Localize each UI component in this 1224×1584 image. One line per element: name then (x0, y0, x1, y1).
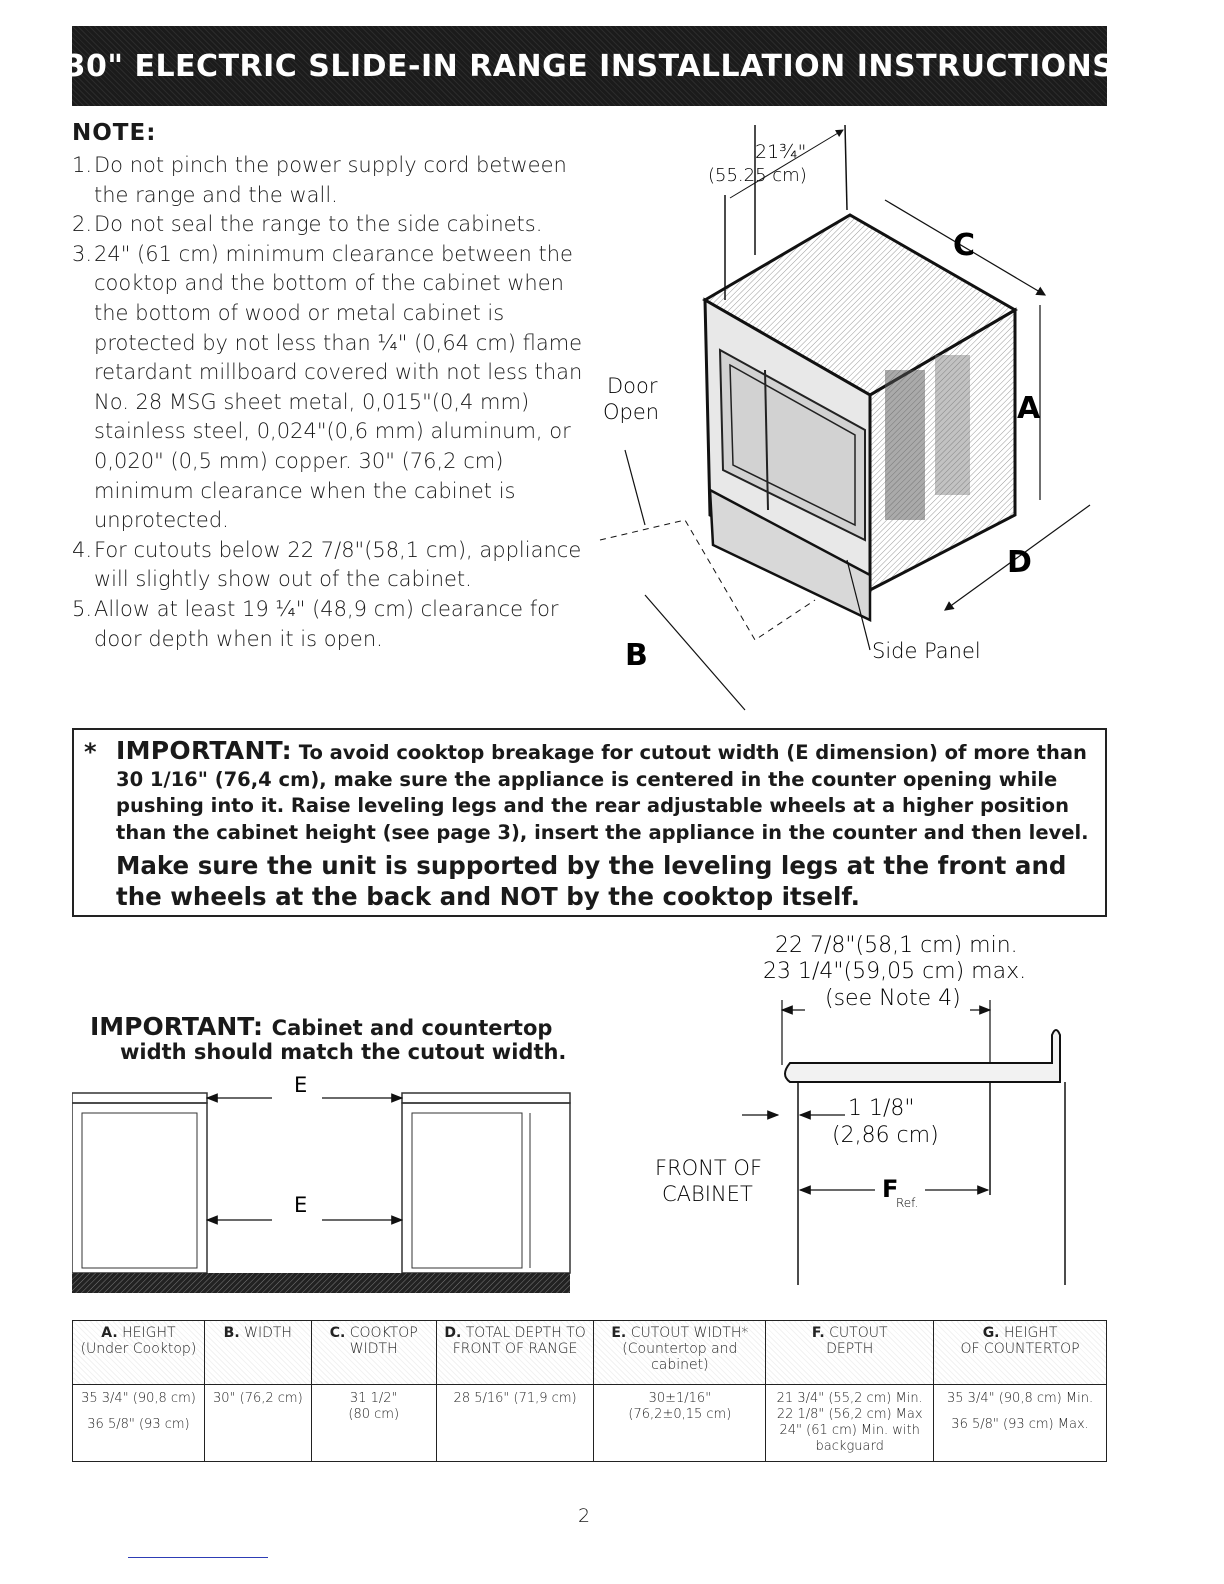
overhang-cm: (2,86 cm) (832, 1123, 939, 1148)
cabinet-important-heading: IMPORTANT: Cabinet and countertop (90, 1012, 553, 1041)
dimension-55-25-cm: (55.25 cm) (708, 165, 807, 186)
table-row (73, 1385, 1107, 1462)
label-b: B (625, 638, 648, 673)
cabinet-cutout-diagram (72, 1070, 572, 1305)
cell-b: 30" (76,2 cm) (204, 1385, 311, 1462)
dim-line2: 23 1/4"(59,05 cm) max. (763, 959, 1027, 984)
label-e-bottom: E (294, 1193, 308, 1217)
label-d: D (1007, 545, 1032, 580)
door-open-label-line2: Open (603, 400, 660, 424)
label-f: F (882, 1175, 899, 1203)
dim-line3: (see Note 4) (825, 986, 961, 1011)
note-heading: NOTE: (72, 120, 157, 146)
page-banner (64, 26, 1115, 106)
important-warning-box (72, 728, 1107, 917)
header-e: E. CUTOUT WIDTH* (Countertop and cabinet) (594, 1321, 766, 1385)
important-heading: IMPORTANT: (116, 736, 292, 765)
front-of-cabinet-line1: FRONT OF (655, 1156, 763, 1180)
countertop-profile-diagram (620, 925, 1090, 1290)
cell-a: 35 3/4" (90,8 cm) 36 5/8" (93 cm) (73, 1385, 205, 1462)
label-a: A (1017, 391, 1041, 426)
label-e-top: E (294, 1073, 308, 1097)
note-item: 5. Allow at least 19 ¼" (48,9 cm) clearance for door depth when it is open. (72, 596, 559, 651)
label-c: C (953, 228, 976, 263)
dimensions-table (72, 1320, 1107, 1462)
important-text: To avoid cooktop breakage for cutout width (E dimension) of more than 30 1/16" (76,4 cm), make sure the appliance is centered in the counter opening while pushing into it. Raise leveling legs and the rear adjustable wheels at a higher position than the cabinet height (see page 3), insert the appliance in the counter and then level. (116, 741, 1089, 844)
cell-c: 31 1/2" (80 cm) (311, 1385, 436, 1462)
header-d: D. TOTAL DEPTH TO FRONT OF RANGE (436, 1321, 594, 1385)
side-panel-label: Side Panel (872, 639, 981, 663)
note-item: 4. For cutouts below 22 7/8"(58,1 cm), appliance will slightly show out of the cabinet. (72, 537, 582, 592)
door-open-label-line1: Door (607, 374, 658, 398)
page-number: 2 (578, 1505, 591, 1527)
label-f-ref: Ref. (896, 1196, 919, 1210)
header-f: F. CUTOUT DEPTH (766, 1321, 934, 1385)
header-a: A. HEIGHT (Under Cooktop) (73, 1321, 205, 1385)
important-emphasis: Make sure the unit is supported by the leveling legs at the front and the wheels at the back and NOT by the cooktop itself. (116, 851, 1067, 911)
cell-f: 21 3/4" (55,2 cm) Min. 22 1/8" (56,2 cm) Max 24" (61 cm) Min. with backguard (766, 1385, 934, 1462)
dim-line1: 22 7/8"(58,1 cm) min. (775, 933, 1018, 958)
asterisk: * (84, 738, 97, 766)
table-header-row (73, 1321, 1107, 1385)
footer-rule (128, 1557, 268, 1558)
header-b: B. WIDTH (204, 1321, 311, 1385)
header-c: C. COOKTOP WIDTH (311, 1321, 436, 1385)
cell-d: 28 5/16" (71,9 cm) (436, 1385, 594, 1462)
page-title: 30" ELECTRIC SLIDE-IN RANGE INSTALLATION INSTRUCTIONS (64, 48, 1115, 84)
cell-e: 30±1/16" (76,2±0,15 cm) (594, 1385, 766, 1462)
cabinet-important-subtext: width should match the cutout width. (120, 1040, 567, 1064)
note-item: 1. Do not pinch the power supply cord between the range and the wall. (72, 153, 567, 207)
front-of-cabinet-line2: CABINET (662, 1182, 753, 1206)
range-dimension-diagram (585, 120, 1105, 720)
note-list (72, 151, 592, 654)
important-body (116, 738, 1089, 846)
note-item: 2. Do not seal the range to the side cabinets. (72, 212, 543, 237)
note-item: 3. 24" (61 cm) minimum clearance between the cooktop and the bottom of the cabinet when the bottom of wood or metal cabinet is protected by not less than ¼" (0,64 cm) flame retardant millboard covered with not less than No. 28 MSG sheet metal, 0,015"(0,4 mm) stainless steel, 0,024"(0,6 mm) aluminum, or 0,020" (0,5 mm) copper. 30" (76,2 cm) minimum clearance when the cabinet is unprotected. (72, 241, 583, 533)
header-g: G. HEIGHT OF COUNTERTOP (934, 1321, 1107, 1385)
cell-g: 35 3/4" (90,8 cm) Min. 36 5/8" (93 cm) Max. (934, 1385, 1107, 1462)
dimension-21-3-4: 21¾" (755, 141, 807, 163)
overhang-inches: 1 1/8" (848, 1096, 915, 1121)
